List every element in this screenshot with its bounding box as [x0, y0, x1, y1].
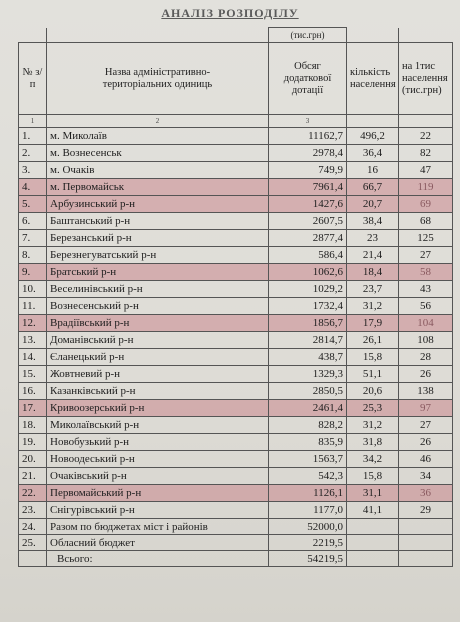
row-per-thousand: 46 — [399, 451, 453, 468]
table-row — [19, 417, 453, 434]
row-per-thousand: 69 — [399, 196, 453, 213]
row-per-thousand: 119 — [399, 179, 453, 196]
row-volume: 1177,0 — [269, 502, 347, 519]
row-population — [347, 551, 399, 567]
row-name: Вознесенський р-н — [47, 298, 269, 315]
row-name: Братський р-н — [47, 264, 269, 281]
row-name: Березнегуватський р-н — [47, 247, 269, 264]
table-row — [19, 264, 453, 281]
row-population: 23,7 — [347, 281, 399, 298]
table-row — [19, 213, 453, 230]
row-volume: 1062,6 — [269, 264, 347, 281]
row-number: 19. — [19, 434, 47, 451]
row-number: 6. — [19, 213, 47, 230]
row-population — [347, 519, 399, 535]
row-name: м. Очаків — [47, 162, 269, 179]
row-name: Арбузинський р-н — [47, 196, 269, 213]
row-population: 31,1 — [347, 485, 399, 502]
row-number: 13. — [19, 332, 47, 349]
unit-label: (тис.грн) — [269, 28, 347, 43]
row-per-thousand — [399, 551, 453, 567]
row-per-thousand: 108 — [399, 332, 453, 349]
row-population: 15,8 — [347, 468, 399, 485]
table-row — [19, 502, 453, 519]
row-per-thousand: 82 — [399, 145, 453, 162]
table-row — [19, 332, 453, 349]
row-population: 496,2 — [347, 128, 399, 145]
row-number: 25. — [19, 535, 47, 551]
row-population: 17,9 — [347, 315, 399, 332]
row-name: Обласний бюджет — [47, 535, 269, 551]
row-volume: 2877,4 — [269, 230, 347, 247]
row-number — [19, 551, 47, 567]
row-volume: 438,7 — [269, 349, 347, 366]
row-volume: 586,4 — [269, 247, 347, 264]
document-title: АНАЛІЗ РОЗПОДІЛУ — [161, 6, 299, 20]
table-row — [19, 281, 453, 298]
row-name: Новобузький р-н — [47, 434, 269, 451]
row-number: 23. — [19, 502, 47, 519]
table-row — [19, 451, 453, 468]
table-row — [19, 128, 453, 145]
row-population: 20,6 — [347, 383, 399, 400]
row-volume: 2814,7 — [269, 332, 347, 349]
row-volume: 749,9 — [269, 162, 347, 179]
row-population: 21,4 — [347, 247, 399, 264]
row-volume: 1856,7 — [269, 315, 347, 332]
row-name: Разом по бюджетах міст і районів — [47, 519, 269, 535]
row-per-thousand: 29 — [399, 502, 453, 519]
table-row — [19, 179, 453, 196]
row-name: Єланецький р-н — [47, 349, 269, 366]
row-volume: 1329,3 — [269, 366, 347, 383]
header-population: кількість населення — [347, 43, 399, 115]
column-index: 2 — [47, 115, 269, 128]
row-name: Веселинівський р-н — [47, 281, 269, 298]
column-index: 3 — [269, 115, 347, 128]
row-name: м. Вознесенськ — [47, 145, 269, 162]
row-per-thousand: 47 — [399, 162, 453, 179]
row-number: 18. — [19, 417, 47, 434]
row-volume: 2461,4 — [269, 400, 347, 417]
row-per-thousand: 97 — [399, 400, 453, 417]
row-volume: 828,2 — [269, 417, 347, 434]
row-number: 16. — [19, 383, 47, 400]
row-name: Врадіївський р-н — [47, 315, 269, 332]
row-name: Доманівський р-н — [47, 332, 269, 349]
row-population: 38,4 — [347, 213, 399, 230]
row-population: 36,4 — [347, 145, 399, 162]
row-name: Очаківський р-н — [47, 468, 269, 485]
table-row — [19, 196, 453, 213]
row-population: 15,8 — [347, 349, 399, 366]
row-population: 20,7 — [347, 196, 399, 213]
row-volume: 2978,4 — [269, 145, 347, 162]
table-row — [19, 162, 453, 179]
row-population: 66,7 — [347, 179, 399, 196]
table-row — [19, 535, 453, 551]
column-index — [347, 115, 399, 128]
row-population: 25,3 — [347, 400, 399, 417]
row-population: 41,1 — [347, 502, 399, 519]
row-per-thousand: 34 — [399, 468, 453, 485]
row-number: 12. — [19, 315, 47, 332]
row-per-thousand: 104 — [399, 315, 453, 332]
row-volume: 2607,5 — [269, 213, 347, 230]
row-number: 21. — [19, 468, 47, 485]
row-number: 1. — [19, 128, 47, 145]
row-volume: 52000,0 — [269, 519, 347, 535]
row-population: 23 — [347, 230, 399, 247]
row-per-thousand — [399, 519, 453, 535]
row-number: 11. — [19, 298, 47, 315]
row-volume: 542,3 — [269, 468, 347, 485]
row-volume: 11162,7 — [269, 128, 347, 145]
table-row — [19, 247, 453, 264]
row-name: Жовтневий р-н — [47, 366, 269, 383]
row-per-thousand: 138 — [399, 383, 453, 400]
row-name: м. Миколаїв — [47, 128, 269, 145]
row-name: Первомайський р-н — [47, 485, 269, 502]
row-volume: 1126,1 — [269, 485, 347, 502]
row-number: 3. — [19, 162, 47, 179]
row-population: 18,4 — [347, 264, 399, 281]
table-row — [19, 434, 453, 451]
row-volume: 2219,5 — [269, 535, 347, 551]
row-name: Казанківський р-н — [47, 383, 269, 400]
header-per-thousand: на 1тис населення (тис.грн) — [399, 43, 453, 115]
table-row — [19, 298, 453, 315]
row-number: 5. — [19, 196, 47, 213]
row-name: Новоодеський р-н — [47, 451, 269, 468]
row-population: 34,2 — [347, 451, 399, 468]
row-name: м. Первомайськ — [47, 179, 269, 196]
row-volume: 1732,4 — [269, 298, 347, 315]
row-number: 2. — [19, 145, 47, 162]
row-volume: 7961,4 — [269, 179, 347, 196]
table-row — [19, 315, 453, 332]
row-name: Кривоозерський р-н — [47, 400, 269, 417]
row-per-thousand: 58 — [399, 264, 453, 281]
row-number: 10. — [19, 281, 47, 298]
row-per-thousand: 28 — [399, 349, 453, 366]
table-header-unit-row — [19, 28, 453, 43]
row-population: 31,2 — [347, 298, 399, 315]
row-number: 7. — [19, 230, 47, 247]
row-name: Миколаївський р-н — [47, 417, 269, 434]
column-index-row — [19, 115, 453, 128]
row-number: 22. — [19, 485, 47, 502]
row-number: 24. — [19, 519, 47, 535]
row-population: 16 — [347, 162, 399, 179]
header-volume: Обсяг додаткової дотації — [269, 43, 347, 115]
row-name: Баштанський р-н — [47, 213, 269, 230]
row-name: Всього: — [47, 551, 269, 567]
header-name: Назва адміністративно-територіальних одиниць — [47, 43, 269, 115]
row-name: Березанський р-н — [47, 230, 269, 247]
column-index: 1 — [19, 115, 47, 128]
row-name: Снігурівський р-н — [47, 502, 269, 519]
table-row — [19, 230, 453, 247]
table-row — [19, 551, 453, 567]
row-per-thousand: 27 — [399, 247, 453, 264]
row-per-thousand: 56 — [399, 298, 453, 315]
row-number: 8. — [19, 247, 47, 264]
row-population: 31,8 — [347, 434, 399, 451]
table-header-row — [19, 43, 453, 115]
row-per-thousand: 36 — [399, 485, 453, 502]
row-population: 31,2 — [347, 417, 399, 434]
row-population: 26,1 — [347, 332, 399, 349]
table-row — [19, 145, 453, 162]
table-row — [19, 383, 453, 400]
table-row — [19, 400, 453, 417]
row-per-thousand: 43 — [399, 281, 453, 298]
table-row — [19, 519, 453, 535]
row-number: 4. — [19, 179, 47, 196]
row-volume: 1427,6 — [269, 196, 347, 213]
row-number: 20. — [19, 451, 47, 468]
row-per-thousand: 22 — [399, 128, 453, 145]
row-per-thousand — [399, 535, 453, 551]
row-volume: 2850,5 — [269, 383, 347, 400]
row-number: 14. — [19, 349, 47, 366]
row-volume: 54219,5 — [269, 551, 347, 567]
row-per-thousand: 125 — [399, 230, 453, 247]
row-per-thousand: 27 — [399, 417, 453, 434]
row-per-thousand: 26 — [399, 434, 453, 451]
row-number: 15. — [19, 366, 47, 383]
table-row — [19, 468, 453, 485]
row-population: 51,1 — [347, 366, 399, 383]
row-volume: 1029,2 — [269, 281, 347, 298]
column-index — [399, 115, 453, 128]
row-per-thousand: 68 — [399, 213, 453, 230]
table-row — [19, 485, 453, 502]
row-number: 9. — [19, 264, 47, 281]
row-number: 17. — [19, 400, 47, 417]
row-volume: 835,9 — [269, 434, 347, 451]
table-row — [19, 349, 453, 366]
table-row — [19, 366, 453, 383]
distribution-table — [18, 27, 453, 567]
row-per-thousand: 26 — [399, 366, 453, 383]
row-volume: 1563,7 — [269, 451, 347, 468]
row-population — [347, 535, 399, 551]
header-number: № з/п — [19, 43, 47, 115]
